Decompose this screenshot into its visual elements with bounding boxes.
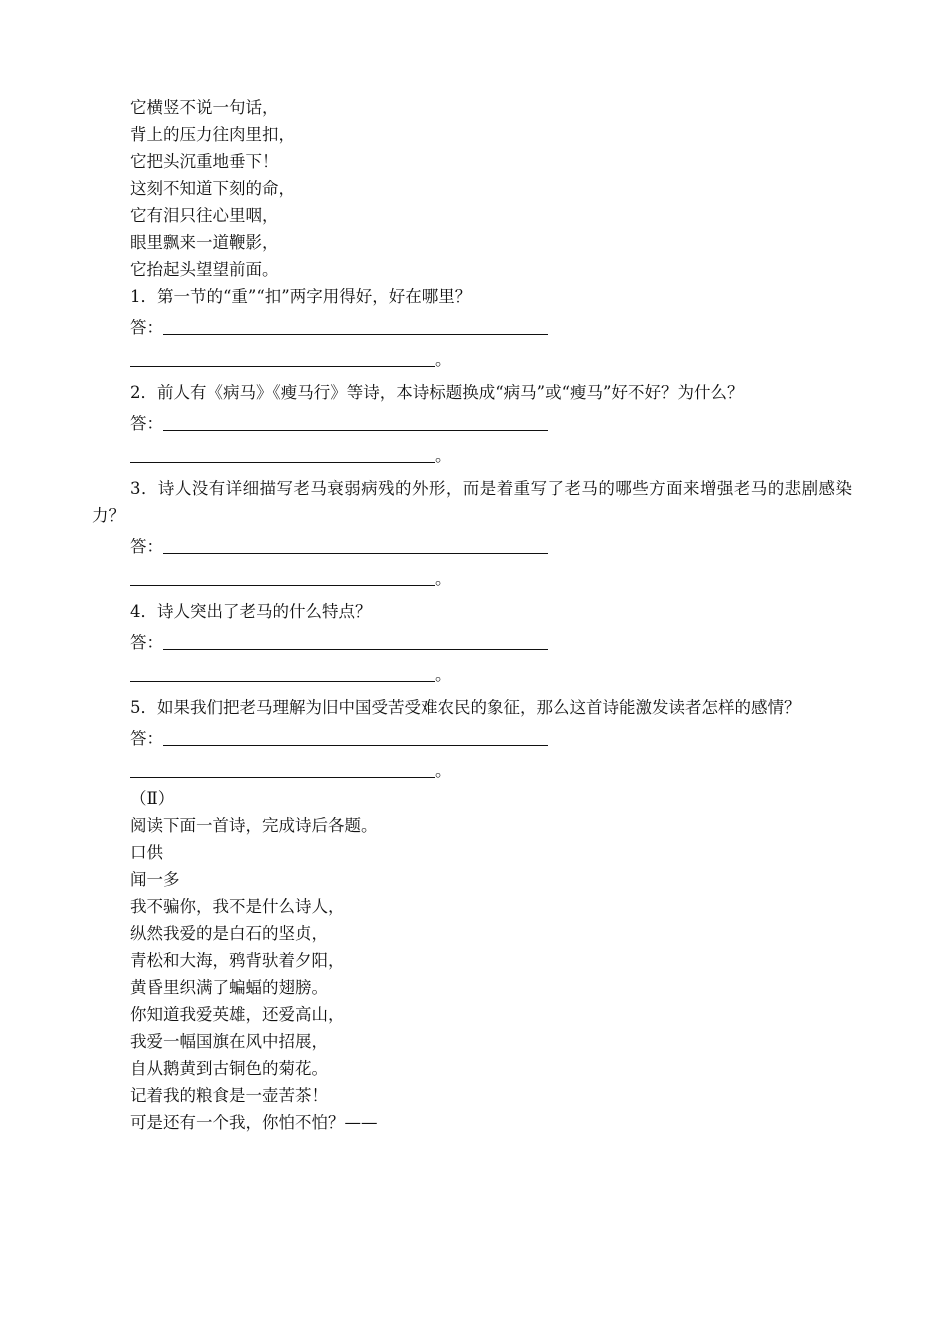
- poem-line: 它有泪只往心里咽，: [130, 206, 279, 225]
- answer-blank[interactable]: [130, 346, 435, 367]
- answer-continuation-1: [92, 346, 852, 374]
- question-5: 5．如果我们把老马理解为旧中国受苦受难农民的象征，那么这首诗能激发读者怎样的感情？: [130, 698, 801, 717]
- poem-title: 口供: [130, 843, 163, 862]
- poem2-line: 记着我的粮食是一壶苦茶！: [130, 1086, 328, 1105]
- answer-blank[interactable]: [163, 314, 548, 335]
- poem-line: 它把头沉重地垂下！: [130, 152, 279, 171]
- section-label: （Ⅱ）: [130, 789, 175, 808]
- answer-blank[interactable]: [163, 725, 548, 746]
- answer-blank[interactable]: [130, 565, 435, 586]
- question-3: 3．诗人没有详细描写老马衰弱病残的外形，而是着重写了老马的哪些方面来增强老马的悲剧感染力？: [92, 479, 852, 525]
- period-mark: 。: [435, 350, 452, 369]
- answer-line-5: [92, 725, 852, 753]
- poem-line: 背上的压力往肉里扣，: [130, 125, 295, 144]
- answer-line-2: [92, 410, 852, 438]
- answer-label: 答：: [130, 318, 163, 337]
- poem-author: 闻一多: [130, 870, 180, 889]
- poem2-line: 可是还有一个我，你怕不怕？——: [130, 1113, 378, 1132]
- answer-label: 答：: [130, 537, 163, 556]
- section-instruction: 阅读下面一首诗，完成诗后各题。: [130, 816, 378, 835]
- poem2-line: 纵然我爱的是白石的坚贞，: [130, 924, 328, 943]
- question-1: 1．第一节的“重”“扣”两字用得好，好在哪里？: [130, 287, 472, 306]
- answer-blank[interactable]: [130, 661, 435, 682]
- answer-continuation-5: [92, 757, 852, 785]
- answer-blank[interactable]: [130, 757, 435, 778]
- period-mark: 。: [435, 761, 452, 780]
- document-content: [92, 94, 852, 1136]
- answer-blank[interactable]: [163, 629, 548, 650]
- period-mark: 。: [435, 665, 452, 684]
- poem2-line: 我不骗你，我不是什么诗人，: [130, 897, 345, 916]
- answer-line-1: [92, 314, 852, 342]
- poem-line: 它抬起头望望前面。: [130, 260, 279, 279]
- answer-continuation-2: [92, 442, 852, 470]
- poem2-line: 青松和大海，鸦背驮着夕阳，: [130, 951, 345, 970]
- answer-label: 答：: [130, 729, 163, 748]
- period-mark: 。: [435, 569, 452, 588]
- answer-line-4: [92, 629, 852, 657]
- answer-label: 答：: [130, 414, 163, 433]
- poem2-line: 我爱一幅国旗在风中招展，: [130, 1032, 328, 1051]
- poem2-line: 黄昏里织满了蝙蝠的翅膀。: [130, 978, 328, 997]
- answer-line-3: [92, 533, 852, 561]
- answer-blank[interactable]: [163, 533, 548, 554]
- answer-continuation-3: [92, 565, 852, 593]
- answer-blank[interactable]: [130, 442, 435, 463]
- period-mark: 。: [435, 446, 452, 465]
- poem2-line: 自从鹅黄到古铜色的菊花。: [130, 1059, 328, 1078]
- poem2-line: 你知道我爱英雄，还爱高山，: [130, 1005, 345, 1024]
- poem-line: 这刻不知道下刻的命，: [130, 179, 295, 198]
- answer-label: 答：: [130, 633, 163, 652]
- answer-continuation-4: [92, 661, 852, 689]
- answer-blank[interactable]: [163, 410, 548, 431]
- poem-line: 它横竖不说一句话，: [130, 98, 279, 117]
- poem-line: 眼里飘来一道鞭影，: [130, 233, 279, 252]
- question-2: 2．前人有《病马》《瘦马行》等诗，本诗标题换成“病马”或“瘦马”好不好？为什么？: [130, 383, 744, 402]
- question-4: 4．诗人突出了老马的什么特点？: [130, 602, 372, 621]
